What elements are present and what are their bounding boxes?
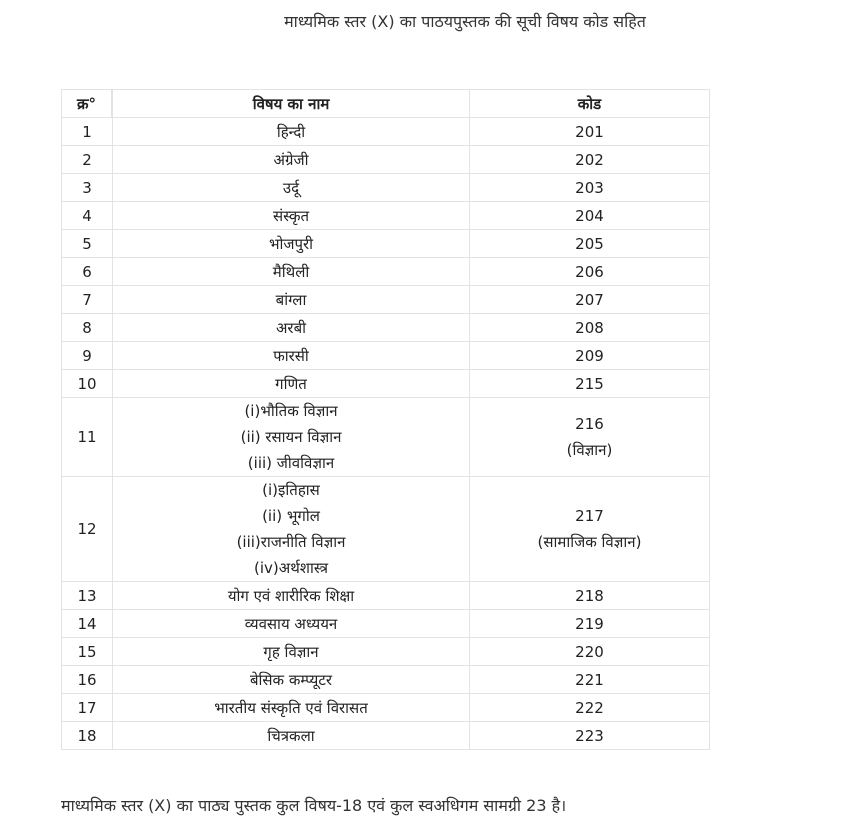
subject-name: बांग्ला	[275, 290, 307, 309]
cell-code	[470, 370, 710, 398]
cell-serial: 8	[62, 314, 113, 342]
cell-subject	[113, 342, 470, 370]
subject-code: 202	[575, 150, 604, 169]
subject-name: संस्कृत	[272, 206, 310, 225]
subject-name: हिन्दी	[276, 122, 306, 141]
cell-subject	[113, 314, 470, 342]
subject-code: 208	[575, 318, 604, 337]
cell-serial: 5	[62, 230, 113, 258]
cell-serial: 7	[62, 286, 113, 314]
table-row	[62, 722, 710, 750]
table-row	[62, 610, 710, 638]
table-row	[62, 477, 710, 582]
cell-subject	[113, 146, 470, 174]
subject-code: 215	[575, 374, 604, 393]
cell-serial: 6	[62, 258, 113, 286]
cell-serial: 16	[62, 666, 113, 694]
header-code: कोड	[470, 90, 710, 118]
subject-name: (iii)राजनीति विज्ञान	[236, 533, 346, 551]
table-row	[62, 118, 710, 146]
cell-subject	[113, 582, 470, 610]
table-row	[62, 202, 710, 230]
subject-name: अरबी	[275, 318, 307, 337]
cell-code	[470, 146, 710, 174]
cell-subject	[113, 202, 470, 230]
cell-code	[470, 638, 710, 666]
cell-subject	[113, 370, 470, 398]
cell-code	[470, 694, 710, 722]
subject-name: चित्रकला	[267, 726, 315, 745]
cell-subject	[113, 286, 470, 314]
subject-code: 216	[575, 415, 604, 433]
subject-name: भारतीय संस्कृति एवं विरासत	[214, 698, 368, 717]
cell-subject	[113, 638, 470, 666]
subject-name: फारसी	[273, 346, 309, 365]
subject-code: 218	[575, 586, 604, 605]
cell-serial: 15	[62, 638, 113, 666]
cell-subject	[113, 398, 470, 477]
subject-code: 204	[575, 206, 604, 225]
header-serial: क्र°	[62, 90, 112, 118]
cell-code	[470, 174, 710, 202]
cell-subject	[113, 694, 470, 722]
cell-serial: 3	[62, 174, 113, 202]
cell-code	[470, 118, 710, 146]
subject-name: बेसिक कम्प्यूटर	[249, 670, 333, 689]
subject-name: गणित	[275, 374, 307, 393]
cell-code	[470, 286, 710, 314]
table-row	[62, 146, 710, 174]
cell-serial: 11	[62, 398, 113, 477]
cell-code	[470, 230, 710, 258]
cell-subject	[113, 610, 470, 638]
subject-code: 219	[575, 614, 604, 633]
cell-serial: 12	[62, 477, 113, 582]
cell-serial: 1	[62, 118, 113, 146]
subject-name: (ii) रसायन विज्ञान	[240, 428, 342, 446]
table-row	[62, 258, 710, 286]
cell-code	[470, 666, 710, 694]
table-row	[62, 174, 710, 202]
table-row	[62, 694, 710, 722]
page-title: माध्यमिक स्तर (X) का पाठयपुस्तक की सूची विषय कोड सहित	[284, 12, 646, 31]
subject-name: (i)इतिहास	[262, 481, 320, 499]
subject-code: 217	[575, 507, 604, 525]
subject-code: 209	[575, 346, 604, 365]
cell-code	[470, 202, 710, 230]
subject-name: व्यवसाय अध्ययन	[244, 614, 338, 633]
subject-code: 223	[575, 726, 604, 745]
table-body	[62, 118, 710, 750]
table-row	[62, 398, 710, 477]
cell-code	[470, 258, 710, 286]
subject-name: योग एवं शारीरिक शिक्षा	[227, 586, 355, 605]
cell-serial: 9	[62, 342, 113, 370]
table-row	[62, 286, 710, 314]
subject-name: अंग्रेजी	[273, 150, 309, 169]
cell-subject	[113, 722, 470, 750]
subject-code: 203	[575, 178, 604, 197]
cell-subject	[113, 666, 470, 694]
subject-code: 221	[575, 670, 604, 689]
subject-name: भोजपुरी	[268, 234, 314, 253]
subject-name: (i)भौतिक विज्ञान	[244, 402, 338, 420]
table-row	[62, 230, 710, 258]
footer-note: माध्यमिक स्तर (X) का पाठ्य पुस्तक कुल विषय-18 एवं कुल स्वअधिगम सामग्री 23 है।	[61, 796, 567, 815]
cell-code	[470, 342, 710, 370]
subject-name: गृह विज्ञान	[263, 642, 319, 661]
table-row	[62, 342, 710, 370]
subject-name: (iv)अर्थशास्त्र	[254, 559, 328, 577]
subject-code-table	[61, 89, 710, 750]
subject-name: (iii) जीवविज्ञान	[247, 454, 335, 472]
cell-serial: 17	[62, 694, 113, 722]
table-row	[62, 638, 710, 666]
cell-code	[470, 610, 710, 638]
subject-code: 201	[575, 122, 604, 141]
subject-name: मैथिली	[272, 262, 310, 281]
header-subject: विषय का नाम	[113, 90, 470, 118]
table-row	[62, 370, 710, 398]
table-row	[62, 314, 710, 342]
subject-code: 220	[575, 642, 604, 661]
cell-serial: 2	[62, 146, 113, 174]
cell-serial: 14	[62, 610, 113, 638]
cell-subject	[113, 477, 470, 582]
cell-subject	[113, 118, 470, 146]
cell-code	[470, 582, 710, 610]
cell-serial: 4	[62, 202, 113, 230]
table-row	[62, 666, 710, 694]
subject-code: 222	[575, 698, 604, 717]
subject-code: 207	[575, 290, 604, 309]
cell-serial: 10	[62, 370, 113, 398]
cell-serial: 18	[62, 722, 113, 750]
cell-serial: 13	[62, 582, 113, 610]
cell-code	[470, 722, 710, 750]
subject-code: 205	[575, 234, 604, 253]
subject-name: उर्दू	[282, 178, 300, 197]
table-row	[62, 582, 710, 610]
cell-subject	[113, 230, 470, 258]
cell-code	[470, 477, 710, 582]
cell-code	[470, 314, 710, 342]
subject-code: 206	[575, 262, 604, 281]
table-header-row	[62, 90, 710, 118]
cell-subject	[113, 174, 470, 202]
cell-code	[470, 398, 710, 477]
subject-name: (ii) भूगोल	[262, 507, 320, 525]
cell-subject	[113, 258, 470, 286]
subject-code: (सामाजिक विज्ञान)	[537, 533, 642, 551]
subject-code: (विज्ञान)	[566, 441, 613, 459]
